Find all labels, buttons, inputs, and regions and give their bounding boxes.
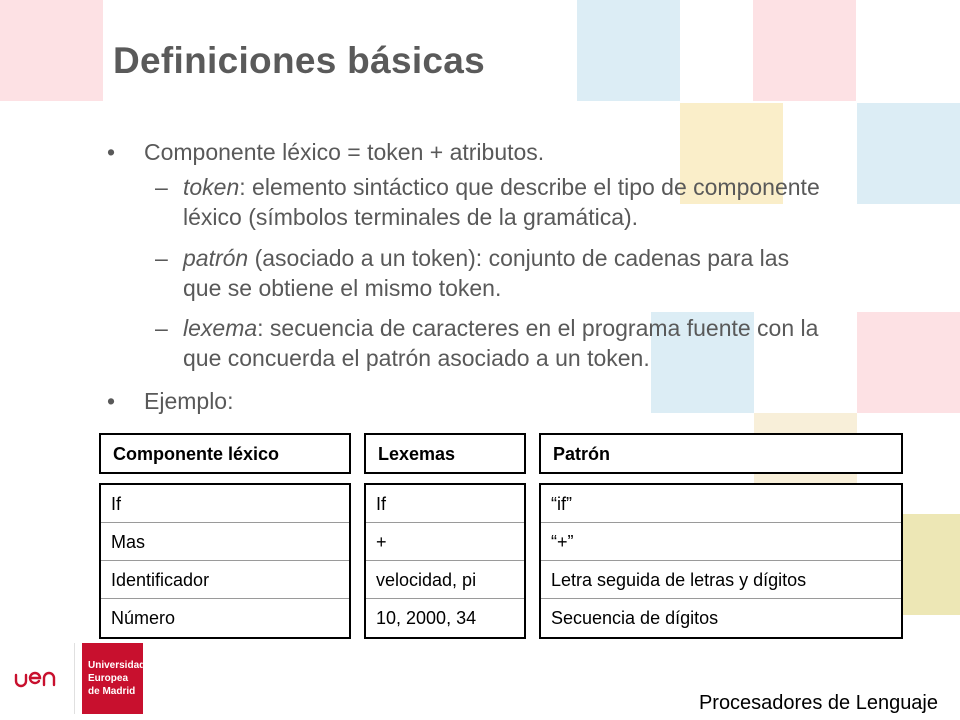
page-title: Definiciones básicas (113, 40, 486, 81)
footer-course: Procesadores de Lenguaje (698, 692, 938, 714)
table-cell: 10, 2000, 34 (376, 608, 477, 628)
subbullet-text-cont: que concuerda el patrón asociado a un token. (183, 345, 650, 371)
header-patron: Patrón (539, 433, 903, 474)
logo-mark-icon (6, 643, 75, 714)
table-cell: Número (111, 608, 176, 628)
decor-square-pink-top (753, 0, 856, 101)
table-cell: Secuencia de dígitos (551, 608, 719, 628)
logo-line: Europea (88, 673, 129, 684)
logo-line: de Madrid (88, 686, 136, 697)
column-lexemas (364, 483, 526, 639)
term-lexema: lexema (183, 315, 258, 341)
logo-wordmark (82, 643, 146, 714)
decor-square-blue-right (857, 103, 960, 204)
bullet-marker: • (107, 139, 116, 165)
subbullet-text: : secuencia de caracteres en el programa fuente con la (257, 315, 819, 341)
bullet-text: Ejemplo: (144, 388, 234, 414)
header-componente: Componente léxico (99, 433, 351, 474)
table-cell: If (366, 485, 524, 523)
table-cell: If (101, 485, 349, 523)
decor-square-pink-right (857, 312, 960, 413)
term-patron: patrón (183, 245, 249, 271)
term-token: token (183, 174, 240, 200)
bullet-marker: • (107, 388, 116, 414)
column-patron (539, 483, 903, 639)
subbullet-text-cont: que se obtiene el mismo token. (183, 275, 502, 301)
header-lexemas: Lexemas (364, 433, 526, 474)
decor-square-pink-topleft (0, 0, 103, 101)
table-cell: “+” (541, 523, 901, 561)
table-cell: Letra seguida de letras y dígitos (541, 561, 901, 599)
table-cell: Identificador (101, 561, 349, 599)
subbullet-marker: – (155, 245, 168, 271)
bullet-text: Componente léxico = token + atributos. (144, 139, 545, 165)
subbullet-text-cont: léxico (símbolos terminales de la gramática). (183, 204, 639, 230)
logo-line: Universidad (88, 660, 146, 671)
table-cell: velocidad, pi (366, 561, 524, 599)
table-cell: “if” (541, 485, 901, 523)
decor-square-blue-top (577, 0, 680, 101)
column-componente (99, 483, 351, 639)
subbullet-marker: – (155, 315, 168, 341)
table-cell: + (366, 523, 524, 561)
subbullet-text: (asociado a un token): conjunto de cadenas para las (248, 245, 790, 271)
table-cell: Mas (101, 523, 349, 561)
subbullet-marker: – (155, 174, 168, 200)
university-logo (6, 643, 146, 714)
subbullet-text: : elemento sintáctico que describe el tipo de componente (239, 174, 820, 200)
